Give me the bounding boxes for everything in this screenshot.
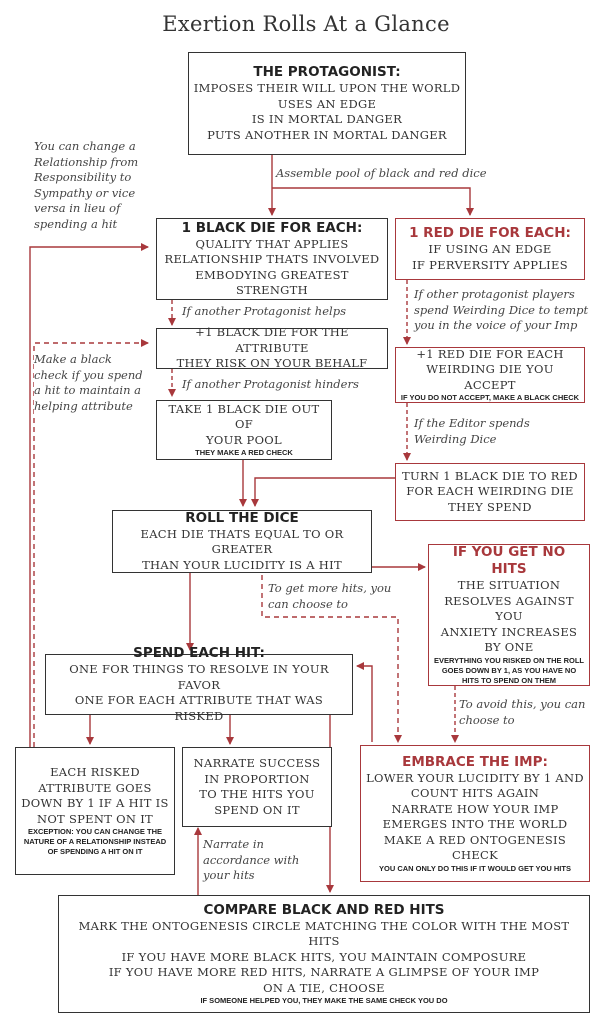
compare-small: IF SOMEONE HELPED YOU, THEY MAKE THE SAME CHECK YOU DO xyxy=(200,996,448,1006)
protagonist-line: PUTS ANOTHER IN MORTAL DANGER xyxy=(207,127,447,142)
spend-heading: SPEND EACH HIT: xyxy=(133,645,265,661)
embrace-imp-line: LOWER YOUR LUCIDITY BY 1 AND xyxy=(366,770,584,785)
narrate-accordance-label: Narrate in accordance with your hits xyxy=(203,837,300,882)
narrate-line: IN PROPORTION xyxy=(204,771,310,786)
risked-small: EXCEPTION: YOU CAN CHANGE THE NATURE OF A RELATIONSHIP INSTEAD OF SPENDING A HIT ON IT xyxy=(23,827,167,856)
risked-line: DOWN BY 1 IF A HIT IS xyxy=(21,796,169,810)
weirding-label: If other protagonist players spend Weirding Dice to tempt you in the voice of your Imp xyxy=(414,287,589,332)
no-hits-small: EVERYTHING YOU RISKED ON THE ROLL GOES DOWN BY 1, AS YOU HAVE NO HITS TO SPEND ON THEM xyxy=(433,655,584,685)
narrate-line: TO THE HITS YOU xyxy=(199,787,315,801)
plus-red-line: WEIRDING DIE YOU ACCEPT xyxy=(426,362,554,392)
more-hits-label: To get more hits, you can choose to xyxy=(268,581,392,611)
take-black-box xyxy=(156,400,332,460)
turn-black-box xyxy=(395,463,585,521)
protagonist-line: IMPOSES THEIR WILL UPON THE WORLD xyxy=(193,81,461,95)
spend-line: ONE FOR EACH ATTRIBUTE THAT WAS RISKED xyxy=(74,693,324,723)
embrace-imp-line: EMERGES INTO THE WORLD xyxy=(382,817,568,831)
roll-heading: ROLL THE DICE xyxy=(185,509,299,526)
turn-black-line: TURN 1 BLACK DIE TO RED xyxy=(402,468,578,483)
helps-label: If another Protagonist helps xyxy=(182,304,346,318)
red-die-heading: 1 RED DIE FOR EACH: xyxy=(409,225,571,241)
compare-heading: COMPARE BLACK AND RED HITS xyxy=(203,901,445,918)
black-die-line: EMBODYING GREATEST STRENGTH xyxy=(195,267,349,297)
assemble-label: Assemble pool of black and red dice xyxy=(276,166,487,180)
roll-box xyxy=(112,510,372,573)
take-black-line: TAKE 1 BLACK DIE OUT OF xyxy=(168,401,320,432)
red-die-box xyxy=(395,218,585,280)
spend-line: ONE FOR THINGS TO RESOLVE IN YOUR FAVOR xyxy=(69,662,329,692)
black-die-line: QUALITY THAT APPLIES xyxy=(195,236,349,251)
plus-red-line: +1 RED DIE FOR EACH xyxy=(416,346,564,361)
no-hits-line: RESOLVES AGAINST YOU xyxy=(444,593,574,624)
protagonist-line: USES AN EDGE xyxy=(277,96,377,111)
no-hits-heading: IF YOU GET NO HITS xyxy=(452,544,566,578)
no-hits-line: THE SITUATION xyxy=(457,578,561,593)
compare-line: IF YOU HAVE MORE RED HITS, NARRATE A GLIMPSE OF YOUR IMP xyxy=(108,965,540,980)
narrate-box xyxy=(182,747,332,827)
plus-black-line: +1 BLACK DIE FOR THE ATTRIBUTE xyxy=(195,325,349,355)
no-hits-line: ANXIETY INCREASES xyxy=(440,624,578,639)
plus-black-line: THEY RISK ON YOUR BEHALF xyxy=(176,356,368,371)
embrace-imp-small: YOU CAN ONLY DO THIS IF IT WOULD GET YOU HITS xyxy=(379,863,571,873)
plus-red-small: IF YOU DO NOT ACCEPT, MAKE A BLACK CHECK xyxy=(400,393,580,403)
black-die-heading: 1 BLACK DIE FOR EACH: xyxy=(181,219,363,236)
avoid-label: To avoid this, you can choose to xyxy=(459,697,586,727)
black-die-line: RELATIONSHIP THATS INVOLVED xyxy=(164,252,380,266)
compare-box xyxy=(58,895,590,1013)
page-title: Exertion Rolls At a Glance xyxy=(162,12,450,36)
red-die-line: IF USING AN EDGE xyxy=(428,242,552,256)
take-black-line: YOUR POOL xyxy=(206,432,282,447)
embrace-imp-line: MAKE A RED ONTOGENESIS CHECK xyxy=(383,832,567,862)
narrate-line: NARRATE SUCCESS xyxy=(193,756,321,770)
embrace-imp-heading: EMBRACE THE IMP: xyxy=(402,753,548,770)
hinders-label: If another Protagonist hinders xyxy=(182,377,359,391)
compare-line: ON A TIE, CHOOSE xyxy=(263,980,385,995)
embrace-imp-box xyxy=(360,745,590,882)
red-die-line: IF PERVERSITY APPLIES xyxy=(412,257,568,272)
turn-black-line: THEY SPEND xyxy=(448,499,532,514)
editor-label: If the Editor spends Weirding Dice xyxy=(414,416,530,446)
risked-box xyxy=(15,747,175,875)
narrate-line: SPEND ON IT xyxy=(214,802,300,817)
protagonist-box xyxy=(188,52,466,155)
plus-red-box xyxy=(395,347,585,403)
risked-line: EACH RISKED xyxy=(50,765,140,779)
protagonist-heading: THE PROTAGONIST: xyxy=(253,64,401,80)
no-hits-line: BY ONE xyxy=(484,640,534,655)
black-die-box xyxy=(156,218,388,300)
compare-line: MARK THE ONTOGENESIS CIRCLE MATCHING THE COLOR WITH THE MOST HITS xyxy=(78,918,570,949)
roll-line: THAN YOUR LUCIDITY IS A HIT xyxy=(142,557,342,572)
turn-black-line: FOR EACH WEIRDING DIE xyxy=(406,484,574,499)
no-hits-box xyxy=(428,544,590,686)
spend-box xyxy=(45,645,353,723)
compare-line: IF YOU HAVE MORE BLACK HITS, YOU MAINTAIN COMPOSURE xyxy=(121,949,527,964)
risked-line: ATTRIBUTE GOES xyxy=(38,780,152,795)
take-black-small: THEY MAKE A RED CHECK xyxy=(195,448,293,458)
black-check-note: Make a black check if you spend a hit to maintain a helping attribute xyxy=(34,352,146,414)
risked-line: NOT SPENT ON IT xyxy=(36,811,154,826)
roll-line: EACH DIE THATS EQUAL TO OR GREATER xyxy=(140,526,344,557)
relationship-note: You can change a Relationship from Responsibility to Sympathy or vice versa in lieu of spending a hit xyxy=(34,139,139,231)
plus-black-box xyxy=(156,325,388,371)
protagonist-line: IS IN MORTAL DANGER xyxy=(251,112,403,126)
embrace-imp-line: NARRATE HOW YOUR IMP xyxy=(391,801,559,816)
embrace-imp-line: COUNT HITS AGAIN xyxy=(410,786,540,800)
